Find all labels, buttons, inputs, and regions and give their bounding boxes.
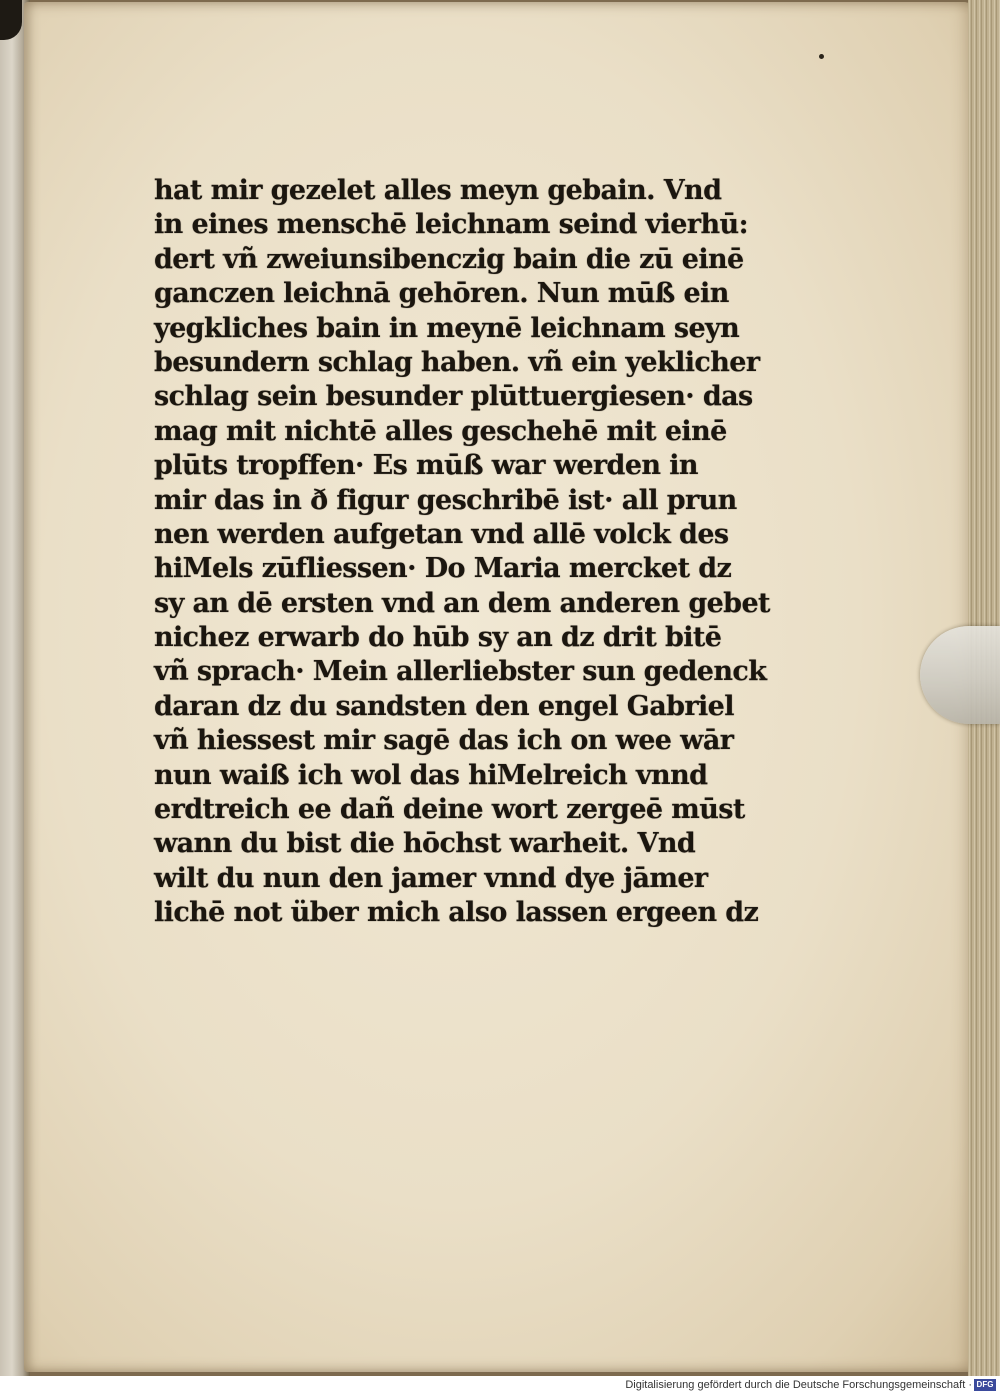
text-line: mag mit nichtē alles geschehē mit einē [154, 415, 727, 447]
text-line: hiMels zūfliessen· Do Maria mercket dz [154, 553, 732, 585]
text-line: wilt du nun den jamer vnnd dye jāmer [154, 862, 708, 894]
text-line: wann du bist die hōchst warheit. Vnd [154, 828, 696, 860]
text-line: dert vñ zweiunsibenczig bain die zū einē [154, 243, 744, 275]
funding-credit: Digitalisierung gefördert durch die Deutsche Forschungsgemeinschaft · [625, 1379, 972, 1391]
printer-mark [819, 54, 824, 59]
text-line: vñ hiessest mir sagē das ich on wee wār [154, 725, 734, 757]
text-line: ganczen leichnā gehōren. Nun mūß ein [154, 278, 729, 310]
text-line: lichē not über mich also lassen ergeen dz [154, 897, 759, 929]
blackletter-text-block [154, 174, 794, 931]
text-line: yegkliches bain in meynē leichnam seyn [154, 312, 740, 344]
text-line: vñ sprach· Mein allerliebster sun gedenck [154, 656, 767, 688]
text-line: plūts tropffen· Es mūß war werden in [154, 450, 698, 482]
binding-corner [0, 0, 22, 40]
paper-page [24, 2, 974, 1372]
text-line: besundern schlag haben. vñ ein yeklicher [154, 346, 760, 378]
text-line: in eines menschē leichnam seind vierhū: [154, 209, 748, 241]
text-line: sy an dē ersten vnd an dem anderen gebet [154, 587, 770, 619]
dfg-logo-icon: DFG [974, 1379, 996, 1391]
text-line: nichez erwarb do hūb sy an dz drit bitē [154, 622, 722, 654]
text-line: schlag sein besunder plūttuergiesen· das [154, 381, 753, 413]
text-line: nen werden aufgetan vnd allē volck des [154, 518, 729, 550]
text-line: daran dz du sandsten den engel Gabriel [154, 690, 734, 722]
footer-bar [0, 1376, 1000, 1394]
text-line: mir das in ð figur geschribē ist· all prun [154, 484, 737, 516]
text-line: hat mir gezelet alles meyn gebain. Vnd [154, 175, 722, 206]
text-line: erdtreich ee dañ deine wort zergeē mūst [154, 794, 745, 826]
text-line: nun waiß ich wol das hiMelreich vnnd [154, 759, 708, 791]
